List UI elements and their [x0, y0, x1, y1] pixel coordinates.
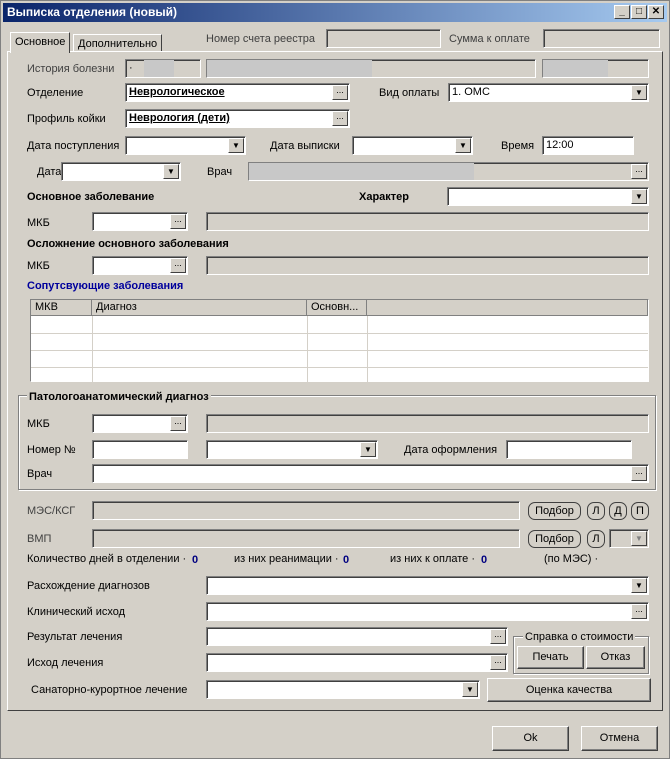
- history-extra-field: [542, 59, 649, 78]
- patho-number-label: Номер №: [27, 444, 76, 456]
- days-reanim-label: из них реанимации ·: [234, 553, 339, 565]
- concomitant-label: Сопутсвующие заболевания: [27, 280, 184, 292]
- patho-doctor-label: Врач: [27, 468, 53, 480]
- date-chevron-down-icon[interactable]: ▼: [163, 164, 179, 179]
- ok-button[interactable]: Ok: [492, 726, 569, 751]
- days-pay-label: из них к оплате ·: [390, 553, 476, 565]
- tab-additional[interactable]: [73, 34, 162, 52]
- mkb-ellipsis-button[interactable]: ...: [170, 214, 186, 229]
- discharge-chevron-down-icon[interactable]: ▼: [455, 138, 471, 153]
- cost-title: Справка о стоимости: [525, 631, 634, 643]
- patho-mkb-field[interactable]: [92, 414, 188, 433]
- doctor-field[interactable]: [248, 162, 649, 181]
- doctor-label: Врач: [207, 166, 233, 178]
- date-select[interactable]: [61, 162, 181, 181]
- patho-mkb-label: МКБ: [27, 418, 50, 430]
- bed-ellipsis-button[interactable]: ...: [332, 111, 348, 126]
- maximize-icon[interactable]: □: [631, 5, 647, 19]
- result-field[interactable]: [206, 627, 508, 646]
- refusal-button[interactable]: Отказ: [586, 646, 645, 669]
- department-label: Отделение: [27, 87, 84, 99]
- days-mes-label: (по МЭС) ·: [544, 553, 599, 565]
- concomitant-grid[interactable]: [30, 299, 649, 382]
- result-label: Результат лечения: [27, 631, 123, 643]
- discharge-label: Дата выписки: [270, 140, 340, 152]
- days-dept-value: 0: [192, 554, 199, 566]
- time-value: 12:00: [546, 139, 574, 151]
- mes-label: МЭС/КСГ: [27, 505, 76, 517]
- diverge-chevron-down-icon[interactable]: ▼: [631, 578, 647, 593]
- patho-mkb-description-field: [206, 414, 649, 433]
- clinical-label: Клинический исход: [27, 606, 126, 618]
- grid-header-mkv[interactable]: МКВ: [31, 300, 92, 316]
- mes-field: [92, 501, 520, 520]
- patho-date-field[interactable]: [506, 440, 632, 459]
- mkb-field[interactable]: [92, 212, 188, 231]
- patho-mkb-ellipsis-button[interactable]: ...: [170, 416, 186, 431]
- tab-main-label: Основное: [15, 36, 66, 48]
- sanatorium-select[interactable]: [206, 680, 480, 699]
- sanatorium-label: Санаторно-курортное лечение: [31, 684, 188, 696]
- discharge-date-select[interactable]: [352, 136, 473, 155]
- vmp-l-button[interactable]: Л: [587, 530, 605, 548]
- grid-header-empty: [367, 300, 648, 316]
- main-disease-label: Основное заболевание: [27, 191, 155, 203]
- window-title: Выписка отделения (новый): [7, 5, 177, 19]
- payment-select[interactable]: [448, 83, 649, 102]
- mes-d-button[interactable]: Д: [609, 502, 627, 520]
- time-field[interactable]: [542, 136, 634, 155]
- exodus-label: Исход лечения: [27, 657, 104, 669]
- payment-value: 1. ОМС: [452, 86, 490, 98]
- sum-field: [543, 29, 660, 48]
- vmp-select[interactable]: [609, 529, 649, 548]
- exodus-ellipsis-button[interactable]: ...: [490, 655, 506, 670]
- payment-chevron-down-icon[interactable]: ▼: [631, 85, 647, 100]
- character-chevron-down-icon[interactable]: ▼: [631, 189, 647, 204]
- vmp-label: ВМП: [27, 533, 52, 545]
- patho-date-label: Дата оформления: [404, 444, 498, 456]
- mes-select-button[interactable]: Подбор: [528, 502, 581, 520]
- character-label: Характер: [359, 191, 410, 203]
- grid-header-diagnosis[interactable]: Диагноз: [92, 300, 307, 316]
- diverge-select[interactable]: [206, 576, 649, 595]
- bed-label: Профиль койки: [27, 113, 106, 125]
- date-label: Дата: [37, 166, 62, 178]
- exodus-field[interactable]: [206, 653, 508, 672]
- mkb2-label: МКБ: [27, 260, 50, 272]
- diverge-label: Расхождение диагнозов: [27, 580, 150, 592]
- bed-value: Неврология (дети): [129, 112, 230, 124]
- history-text-field: [206, 59, 536, 78]
- complication-mkb-ellipsis-button[interactable]: ...: [170, 258, 186, 273]
- character-select[interactable]: [447, 187, 649, 206]
- result-ellipsis-button[interactable]: ...: [490, 629, 506, 644]
- patho-number-chevron-down-icon[interactable]: ▼: [360, 442, 376, 457]
- history-number-field: [125, 59, 201, 78]
- complication-description-field: [206, 256, 649, 275]
- doctor-ellipsis-button[interactable]: ...: [631, 164, 647, 179]
- department-value: Неврологическое: [129, 86, 225, 98]
- department-field[interactable]: [125, 83, 350, 102]
- vmp-field: [92, 529, 520, 548]
- registry-field: [326, 29, 441, 48]
- close-icon[interactable]: ✕: [648, 5, 664, 19]
- mes-l-button[interactable]: Л: [587, 502, 605, 520]
- patho-number-field[interactable]: [92, 440, 188, 459]
- bed-field[interactable]: [125, 109, 350, 128]
- vmp-select-button[interactable]: Подбор: [528, 530, 581, 548]
- sanatorium-chevron-down-icon[interactable]: ▼: [462, 682, 478, 697]
- complication-label: Осложнение основного заболевания: [27, 238, 229, 250]
- patho-doctor-ellipsis-button[interactable]: ...: [631, 466, 647, 481]
- complication-mkb-field[interactable]: [92, 256, 188, 275]
- history-value: ·: [129, 62, 133, 74]
- admission-date-select[interactable]: [125, 136, 246, 155]
- patho-title: Патологоанатомический диагноз: [29, 391, 209, 403]
- mkb-label: МКБ: [27, 217, 50, 229]
- days-pay-value: 0: [481, 554, 488, 566]
- mes-p-button[interactable]: П: [631, 502, 649, 520]
- quality-button[interactable]: Оценка качества: [487, 678, 651, 702]
- sum-label: Сумма к оплате: [449, 33, 530, 45]
- vmp-chevron-down-icon[interactable]: ▼: [631, 531, 647, 546]
- clinical-ellipsis-button[interactable]: ...: [631, 604, 647, 619]
- days-reanim-value: 0: [343, 554, 350, 566]
- admission-label: Дата поступления: [27, 140, 120, 152]
- tab-additional-label: Дополнительно: [78, 38, 158, 50]
- grid-header-main[interactable]: Основн...: [307, 300, 367, 316]
- admission-chevron-down-icon[interactable]: ▼: [228, 138, 244, 153]
- patho-number-select[interactable]: [206, 440, 378, 459]
- clinical-field[interactable]: [206, 602, 649, 621]
- title-bar: [3, 3, 667, 22]
- patho-doctor-field[interactable]: [92, 464, 649, 483]
- print-button[interactable]: Печать: [517, 646, 584, 669]
- time-label: Время: [501, 140, 535, 152]
- tab-main[interactable]: [10, 32, 70, 53]
- department-ellipsis-button[interactable]: ...: [332, 85, 348, 100]
- minimize-icon[interactable]: _: [614, 5, 630, 19]
- days-dept-label: Количество дней в отделении ·: [27, 553, 187, 565]
- history-label: История болезни: [27, 63, 115, 75]
- mkb-description-field: [206, 212, 649, 231]
- payment-label: Вид оплаты: [379, 87, 440, 99]
- cancel-button[interactable]: Отмена: [581, 726, 658, 751]
- registry-label: Номер счета реестра: [206, 33, 315, 45]
